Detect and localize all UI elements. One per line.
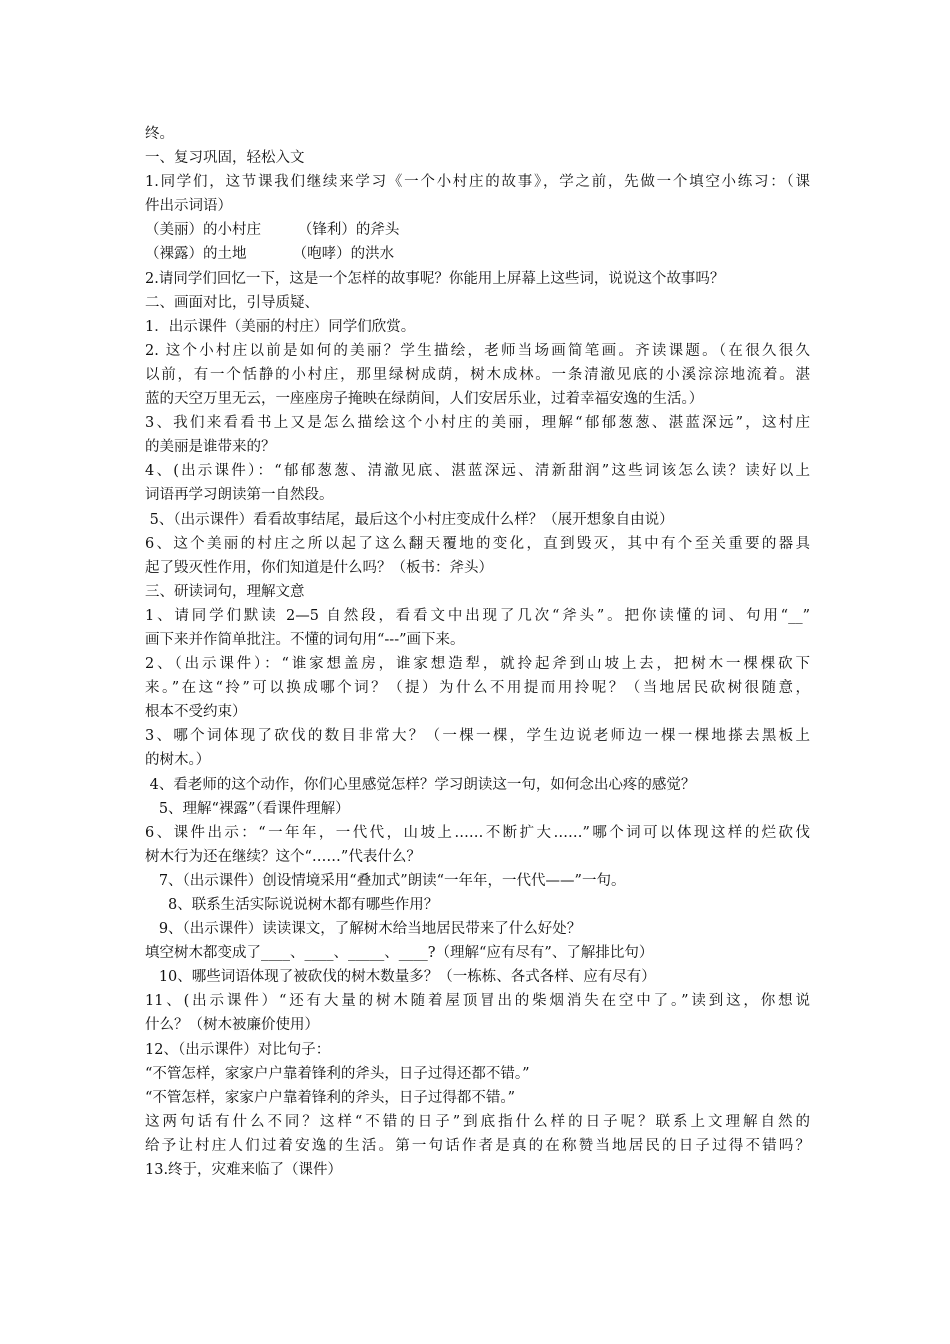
text-line: 13.终于，灾难来临了（课件） xyxy=(145,1162,343,1179)
text-line: （裸露）的土地 （咆哮）的洪水 xyxy=(145,246,395,263)
text-line: 4、(出示课件）：“郁郁葱葱、清澈见底、湛蓝深远、清新甜润”这些词该怎么读？读好以上 xyxy=(145,463,810,480)
text-line: 这两句话有什么不同？这样“不错的日子”到底指什么样的日子呢？联系上文理解自然的 xyxy=(145,1113,810,1130)
text-line: 根本不受约束） xyxy=(145,704,247,721)
text-line: 词语再学习朗读第一自然段。 xyxy=(145,487,334,504)
text-line: 蓝的天空万里无云，一座座房子掩映在绿荫间，人们安居乐业，过着幸福安逸的生活。） xyxy=(145,391,704,408)
text-line: 1．出示课件（美丽的村庄）同学们欣赏。 xyxy=(145,318,416,335)
text-line: “不管怎样，家家户户靠着锋利的斧头，日子过得都不错。” xyxy=(145,1089,516,1106)
text-line: 二、画面对比，引导质疑、 xyxy=(145,294,319,311)
document-page xyxy=(145,122,810,1182)
text-line: 2. 这个小村庄以前是如何的美丽？学生描绘，老师当场画简笔画。齐读课题。（在很久很久 xyxy=(145,342,810,359)
text-line: 终。 xyxy=(145,126,174,142)
text-line: 2.请同学们回忆一下，这是一个怎样的故事呢？你能用上屏幕上这些词，说说这个故事吗？ xyxy=(145,270,725,287)
text-line: 10、哪些词语体现了被砍伐的树木数量多？（一栋栋、各式各样、应有尽有） xyxy=(145,969,656,986)
text-line: 起了毁灭性作用，你们知道是什么吗？（板书：斧头） xyxy=(145,559,493,576)
text-line: 1.同学们，这节课我们继续来学习《一个小村庄的故事》，学之前，先做一个填空小练习：（课 xyxy=(145,174,810,191)
text-line: 11、(出示课件）“还有大量的树木随着屋顶冒出的柴烟消失在空中了。”读到这，你想说 xyxy=(145,993,810,1010)
text-line: 画下来并作简单批注。不懂的词句用“---”画下来。 xyxy=(145,631,465,648)
text-line: 6、这个美丽的村庄之所以起了这么翻天覆地的变化，直到毁灭，其中有个至关重要的器具 xyxy=(145,535,810,552)
text-line: 一、复习巩固，轻松入文 xyxy=(145,150,305,167)
text-line: 树木行为还在继续？这个“……”代表什么？ xyxy=(145,848,421,865)
text-line: （美丽）的小村庄 （锋利）的斧头 xyxy=(145,222,400,239)
text-line: 件出示词语） xyxy=(145,198,232,215)
text-line: 三、研读词句，理解文意 xyxy=(145,583,305,600)
text-line: 3、我们来看看书上又是怎么描绘这个小村庄的美丽，理解“郁郁葱葱、湛蓝深远”，这村庄 xyxy=(145,415,810,432)
text-line: 7、（出示课件）创设情境采用“叠加式”朗读“一年年，一代代——”一句。 xyxy=(145,872,626,889)
text-line: 3、哪个词体现了砍伐的数目非常大？（一棵一棵，学生边说老师边一棵一棵地搽去黑板上 xyxy=(145,728,810,745)
text-line: 5、（出示课件）看看故事结尾，最后这个小村庄变成什么样？（展开想象自由说） xyxy=(145,511,674,528)
text-line: 以前，有一个恬静的小村庄，那里绿树成荫，树木成林。一条清澈见底的小溪淙淙地流着。湛 xyxy=(145,366,810,383)
text-line: 1、请同学们默读 2—5 自然段，看看文中出现了几次“斧头”。把你读懂的词、句用“__” xyxy=(145,607,810,624)
text-line: 8、联系生活实际说说树木都有哪些作用？ xyxy=(145,897,439,913)
text-line: 的树木。） xyxy=(145,752,211,769)
text-line: 的美丽是谁带来的？ xyxy=(145,439,276,456)
text-line: 6、课件出示：“一年年，一代代，山坡上……不断扩大……”哪个词可以体现这样的烂砍伐 xyxy=(145,824,810,841)
text-line: 12、（出示课件）对比句子： xyxy=(145,1041,331,1058)
text-line: 5、理解“裸露”（看课件理解） xyxy=(145,800,350,817)
text-line: 什么？（树木被廉价使用） xyxy=(145,1017,319,1034)
text-line: “不管怎样，家家户户靠着锋利的斧头，日子过得还都不错。” xyxy=(145,1065,530,1082)
text-line: 来。”在这“拎”可以换成哪个词？（提）为什么不用提而用拎呢？（当地居民砍树很随意， xyxy=(145,680,810,697)
text-line: 2、（出示课件）：“谁家想盖房，谁家想造犁，就拎起斧到山坡上去，把树木一棵棵砍下 xyxy=(145,656,810,673)
text-line: 4、看老师的这个动作，你们心里感觉怎样？学习朗读这一句，如何念出心疼的感觉？ xyxy=(145,776,696,793)
text-line: 给予让村庄人们过着安逸的生活。第一句话作者是真的在称赞当地居民的日子过得不错吗？ xyxy=(145,1137,810,1154)
text-line: 9、（出示课件）读读课文，了解树木给当地居民带来了什么好处？ xyxy=(145,921,582,938)
text-line: 填空树木都变成了____、____、_____、____?（理解“应有尽有”、了解排比句） xyxy=(145,945,654,962)
